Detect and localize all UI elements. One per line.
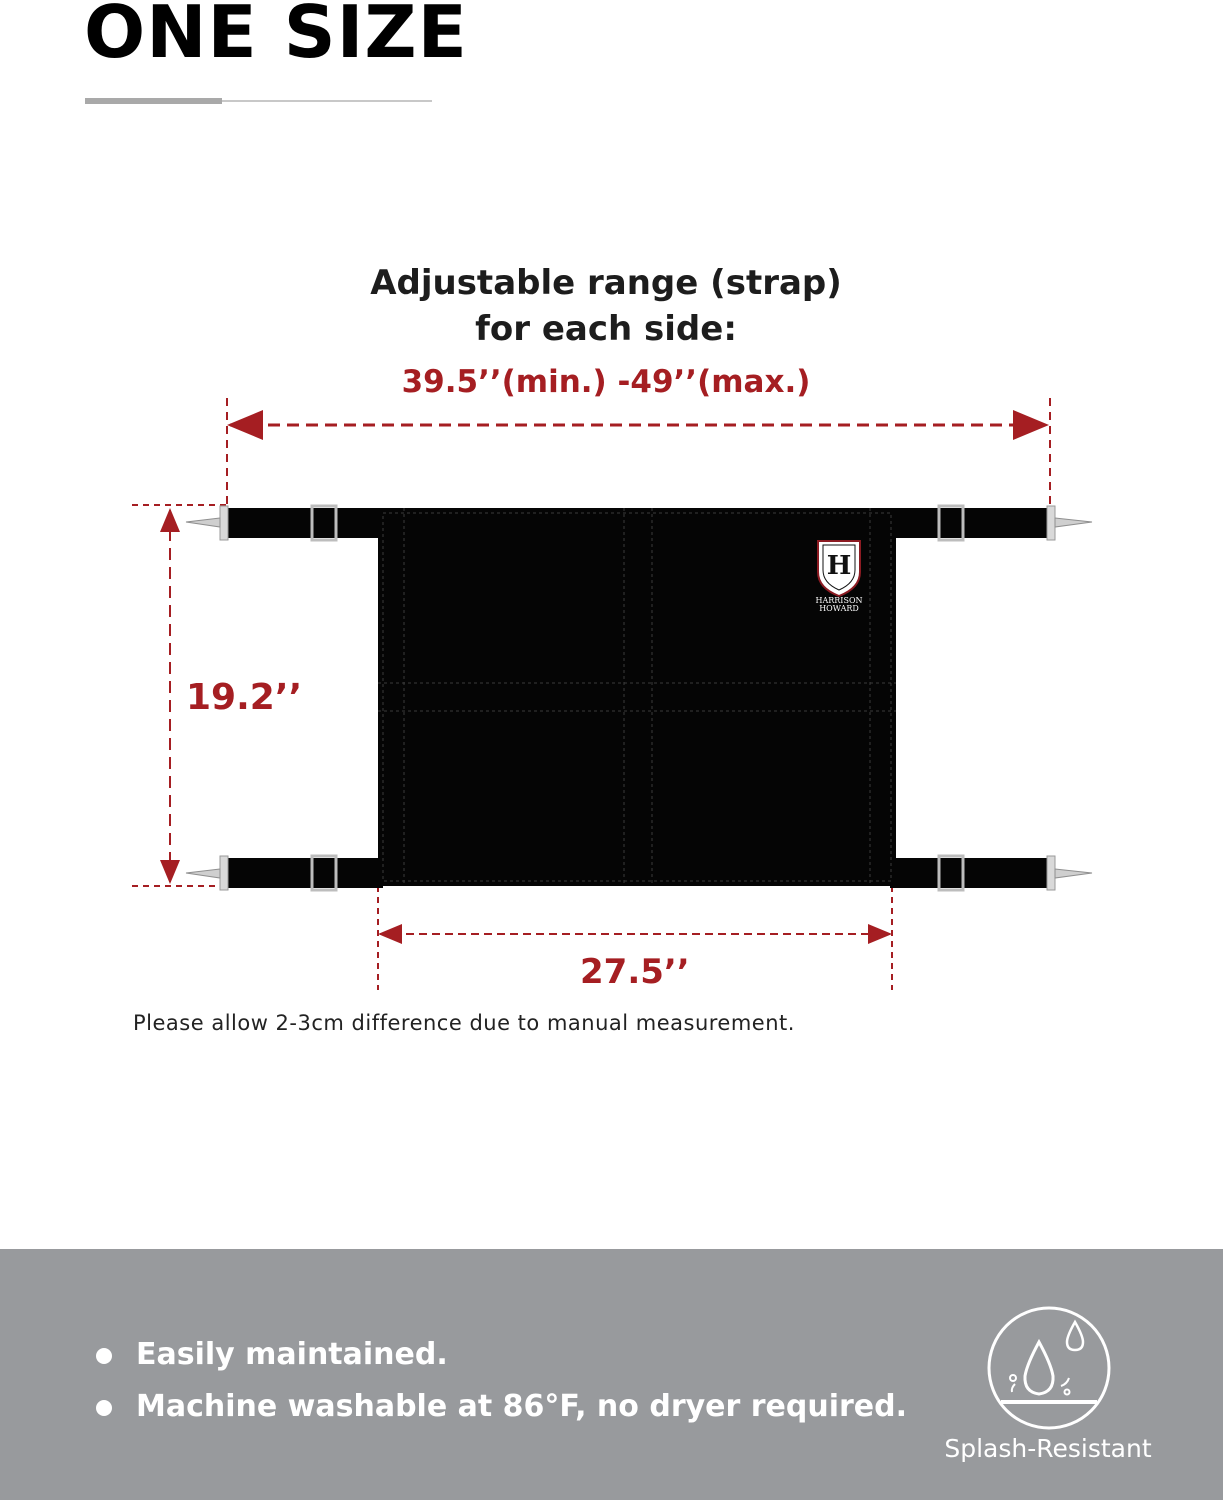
strap-bottom-left: [186, 856, 383, 890]
water-drops-icon: [987, 1306, 1111, 1430]
bullet-icon: [96, 1400, 112, 1416]
feature-list: [96, 1336, 907, 1440]
feature-item: [96, 1388, 907, 1440]
feature-text: Easily maintained.: [136, 1337, 448, 1372]
strap-top-left: [186, 506, 383, 540]
feature-item: [96, 1336, 907, 1388]
feature-text: Machine washable at 86°F, no dryer required.: [136, 1389, 908, 1424]
diagram-heading-line1: Adjustable range (strap): [370, 263, 842, 303]
strap-bottom-right: [890, 856, 1092, 890]
logo-letter: H: [826, 551, 852, 581]
bullet-icon: [96, 1348, 112, 1364]
width-label: 27.5’’: [580, 952, 690, 992]
diagram-heading-line2: for each side:: [475, 309, 737, 349]
page-title: ONE SIZE: [84, 0, 468, 74]
logo-text-line1: HARRISON: [815, 596, 863, 605]
height-label: 19.2’’: [186, 677, 303, 718]
strap-range-label: 39.5’’(min.) -49’’(max.): [401, 364, 811, 400]
strap-range-dimension: [227, 398, 1050, 510]
brand-logo: [816, 541, 863, 613]
splash-resistant-label: Splash-Resistant: [944, 1434, 1152, 1463]
measurement-note: Please allow 2-3cm difference due to manual measurement.: [133, 1011, 795, 1035]
strap-top-right: [890, 506, 1092, 540]
logo-text-line2: HOWARD: [819, 604, 859, 613]
